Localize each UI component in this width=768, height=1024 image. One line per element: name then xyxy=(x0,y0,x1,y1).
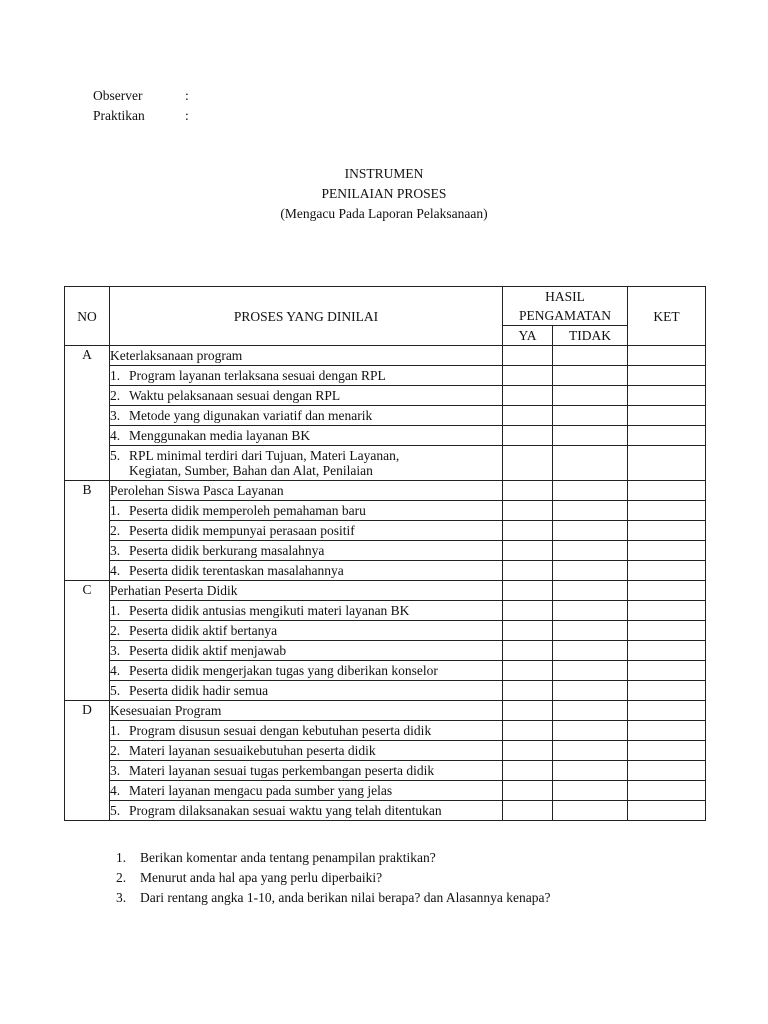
item-text: Materi layanan mengacu pada sumber yang jelas xyxy=(129,783,393,798)
item-number: 2. xyxy=(110,523,121,538)
question-text: Berikan komentar anda tentang penampilan praktikan? xyxy=(140,850,436,865)
item-number: 2. xyxy=(110,388,121,403)
question-number: 2. xyxy=(116,870,127,885)
item-wrap xyxy=(110,448,502,478)
header-proses: PROSES YANG DINILAI xyxy=(110,287,503,346)
table-row xyxy=(65,386,706,406)
cell-ket[interactable] xyxy=(628,681,706,701)
title-line-1: INSTRUMEN xyxy=(344,166,424,181)
cell-tidak[interactable] xyxy=(553,681,628,701)
item-cell xyxy=(110,541,503,561)
item-text: Metode yang digunakan variatif dan menarik xyxy=(129,408,373,423)
item-number: 2. xyxy=(110,623,121,638)
assessment-table-body xyxy=(65,287,706,821)
item-number: 5. xyxy=(110,803,121,818)
cell-tidak[interactable] xyxy=(553,641,628,661)
cell-tidak[interactable] xyxy=(553,661,628,681)
question-item xyxy=(116,848,550,868)
cell-ya[interactable] xyxy=(503,661,553,681)
table-row xyxy=(65,621,706,641)
cell-ket[interactable] xyxy=(628,501,706,521)
cell-tidak[interactable] xyxy=(553,406,628,426)
item-text: Materi layanan sesuaikebutuhan peserta didik xyxy=(129,743,376,758)
cell-ket[interactable] xyxy=(628,366,706,386)
item-number: 3. xyxy=(110,543,121,558)
item-cell xyxy=(110,721,503,741)
item-number: 3. xyxy=(110,408,121,423)
item-cell xyxy=(110,501,503,521)
cell-ya[interactable] xyxy=(503,761,553,781)
section-title: Keterlaksanaan program xyxy=(110,346,503,366)
item-text: Peserta didik berkurang masalahnya xyxy=(129,543,325,558)
header-ya: YA xyxy=(503,326,553,346)
question-item xyxy=(116,868,550,888)
observer-colon: : xyxy=(185,88,189,103)
item-text: Peserta didik aktif bertanya xyxy=(129,623,278,638)
cell-ket[interactable] xyxy=(628,801,706,821)
cell-ya[interactable] xyxy=(503,561,553,581)
cell-ket[interactable] xyxy=(628,581,706,601)
praktikan-colon: : xyxy=(185,108,189,123)
item-text: Program disusun sesuai dengan kebutuhan peserta didik xyxy=(129,723,432,738)
title-line-3: (Mengacu Pada Laporan Pelaksanaan) xyxy=(280,206,488,221)
table-row xyxy=(65,446,706,481)
cell-ket[interactable] xyxy=(628,481,706,501)
table-row xyxy=(65,721,706,741)
question-number: 1. xyxy=(116,850,127,865)
table-row xyxy=(65,406,706,426)
section-code: D xyxy=(65,701,110,821)
item-number: 1. xyxy=(110,503,121,518)
cell-ya[interactable] xyxy=(503,386,553,406)
item-number: 5. xyxy=(110,683,121,698)
table-row xyxy=(65,681,706,701)
title-line-2: PENILAIAN PROSES xyxy=(321,186,447,201)
cell-ket[interactable] xyxy=(628,561,706,581)
item-number: 3. xyxy=(110,763,121,778)
praktikan-row xyxy=(93,107,189,125)
cell-ket[interactable] xyxy=(628,721,706,741)
cell-tidak[interactable] xyxy=(553,621,628,641)
cell-ya[interactable] xyxy=(503,426,553,446)
cell-ya[interactable] xyxy=(503,521,553,541)
header-tidak: TIDAK xyxy=(553,326,628,346)
cell-ya[interactable] xyxy=(503,601,553,621)
cell-ket[interactable] xyxy=(628,406,706,426)
header-hasil-line-2: PENGAMATAN xyxy=(519,308,611,323)
cell-ya[interactable] xyxy=(503,346,553,366)
item-cell xyxy=(110,521,503,541)
item-text: Peserta didik mempunyai perasaan positif xyxy=(129,523,355,538)
item-number: 2. xyxy=(110,743,121,758)
item-text: Waktu pelaksanaan sesuai dengan RPL xyxy=(129,388,341,403)
cell-tidak[interactable] xyxy=(553,741,628,761)
cell-tidak[interactable] xyxy=(553,601,628,621)
cell-tidak[interactable] xyxy=(553,426,628,446)
header-ket: KET xyxy=(628,287,706,346)
item-text: Peserta didik mengerjakan tugas yang diberikan konselor xyxy=(129,663,438,678)
table-row xyxy=(65,641,706,661)
item-cell xyxy=(110,621,503,641)
cell-ket[interactable] xyxy=(628,741,706,761)
table-row xyxy=(65,761,706,781)
cell-ket[interactable] xyxy=(628,701,706,721)
item-text: Peserta didik hadir semua xyxy=(129,683,269,698)
cell-tidak[interactable] xyxy=(553,481,628,501)
question-item xyxy=(116,888,550,908)
item-cell xyxy=(110,406,503,426)
item-number: 1. xyxy=(110,723,121,738)
table-row xyxy=(65,521,706,541)
item-text: RPL minimal terdiri dari Tujuan, Materi Layanan, xyxy=(129,448,400,463)
cell-tidak[interactable] xyxy=(553,501,628,521)
table-row xyxy=(65,426,706,446)
cell-ket[interactable] xyxy=(628,621,706,641)
cell-ket[interactable] xyxy=(628,346,706,366)
section-code: C xyxy=(65,581,110,701)
cell-ya[interactable] xyxy=(503,446,553,481)
cell-ket[interactable] xyxy=(628,386,706,406)
section-row xyxy=(65,481,706,501)
item-text: Peserta didik aktif menjawab xyxy=(129,643,287,658)
item-number: 1. xyxy=(110,368,121,383)
section-title: Perolehan Siswa Pasca Layanan xyxy=(110,481,503,501)
cell-ket[interactable] xyxy=(628,446,706,481)
item-cell xyxy=(110,366,503,386)
table-header-row-1 xyxy=(65,287,706,326)
section-row xyxy=(65,581,706,601)
item-number: 4. xyxy=(110,563,121,578)
cell-ya[interactable] xyxy=(503,366,553,386)
observer-label: Observer xyxy=(93,88,143,103)
cell-tidak[interactable] xyxy=(553,366,628,386)
item-text: Peserta didik memperoleh pemahaman baru xyxy=(129,503,366,518)
cell-ya[interactable] xyxy=(503,681,553,701)
item-text: Program layanan terlaksana sesuai dengan RPL xyxy=(129,368,386,383)
cell-tidak[interactable] xyxy=(553,561,628,581)
item-number: 4. xyxy=(110,663,121,678)
question-text: Dari rentang angka 1-10, anda berikan nilai berapa? dan Alasannya kenapa? xyxy=(140,890,551,905)
cell-tidak[interactable] xyxy=(553,346,628,366)
item-text-cont: Kegiatan, Sumber, Bahan dan Alat, Penilaian xyxy=(129,463,373,478)
cell-ket[interactable] xyxy=(628,541,706,561)
question-number: 3. xyxy=(116,890,127,905)
cell-ya[interactable] xyxy=(503,541,553,561)
cell-ket[interactable] xyxy=(628,661,706,681)
section-code: A xyxy=(65,346,110,481)
item-text: Peserta didik antusias mengikuti materi layanan BK xyxy=(129,603,410,618)
cell-ya[interactable] xyxy=(503,641,553,661)
table-row xyxy=(65,741,706,761)
cell-ket[interactable] xyxy=(628,641,706,661)
table-row xyxy=(65,801,706,821)
cell-ya[interactable] xyxy=(503,581,553,601)
cell-tidak[interactable] xyxy=(553,386,628,406)
cell-ket[interactable] xyxy=(628,426,706,446)
section-code: B xyxy=(65,481,110,581)
table-row xyxy=(65,601,706,621)
cell-tidak[interactable] xyxy=(553,581,628,601)
cell-ya[interactable] xyxy=(503,741,553,761)
cell-ket[interactable] xyxy=(628,521,706,541)
item-number: 3. xyxy=(110,643,121,658)
item-cell xyxy=(110,741,503,761)
item-cell xyxy=(110,681,503,701)
item-number: 4. xyxy=(110,428,121,443)
table-row xyxy=(65,781,706,801)
item-cell xyxy=(110,561,503,581)
item-cell xyxy=(110,446,503,481)
table-row xyxy=(65,541,706,561)
item-text: Materi layanan sesuai tugas perkembangan peserta didik xyxy=(129,763,435,778)
header-hasil-line-1: HASIL xyxy=(545,289,585,304)
question-text: Menurut anda hal apa yang perlu diperbaiki? xyxy=(140,870,383,885)
cell-tidak[interactable] xyxy=(553,721,628,741)
praktikan-label: Praktikan xyxy=(93,108,145,123)
item-number: 4. xyxy=(110,783,121,798)
item-cell xyxy=(110,601,503,621)
table-row xyxy=(65,661,706,681)
item-cell xyxy=(110,761,503,781)
cell-ket[interactable] xyxy=(628,761,706,781)
cell-tidak[interactable] xyxy=(553,541,628,561)
cell-tidak[interactable] xyxy=(553,801,628,821)
cell-ya[interactable] xyxy=(503,501,553,521)
cell-ya[interactable] xyxy=(503,721,553,741)
cell-ya[interactable] xyxy=(503,701,553,721)
cell-ket[interactable] xyxy=(628,781,706,801)
header-no: NO xyxy=(65,287,110,346)
item-cell xyxy=(110,386,503,406)
item-cell xyxy=(110,426,503,446)
question-list xyxy=(116,848,550,908)
cell-ket[interactable] xyxy=(628,601,706,621)
item-cell xyxy=(110,801,503,821)
section-row xyxy=(65,701,706,721)
item-cell xyxy=(110,781,503,801)
table-row xyxy=(65,501,706,521)
item-number: 1. xyxy=(110,603,121,618)
cell-ya[interactable] xyxy=(503,781,553,801)
item-cell xyxy=(110,661,503,681)
cell-tidak[interactable] xyxy=(553,446,628,481)
cell-tidak[interactable] xyxy=(553,701,628,721)
item-text: Peserta didik terentaskan masalahannya xyxy=(129,563,344,578)
item-text-block xyxy=(129,448,399,478)
item-number: 5. xyxy=(110,448,121,463)
observer-row xyxy=(93,87,189,105)
assessment-table xyxy=(64,286,706,821)
item-cell xyxy=(110,641,503,661)
cell-ya[interactable] xyxy=(503,406,553,426)
header-hasil xyxy=(503,287,628,326)
cell-tidak[interactable] xyxy=(553,781,628,801)
section-title: Kesesuaian Program xyxy=(110,701,503,721)
cell-ya[interactable] xyxy=(503,801,553,821)
section-row xyxy=(65,346,706,366)
table-row xyxy=(65,561,706,581)
cell-tidak[interactable] xyxy=(553,761,628,781)
item-text: Program dilaksanakan sesuai waktu yang telah ditentukan xyxy=(129,803,442,818)
item-text: Menggunakan media layanan BK xyxy=(129,428,311,443)
cell-ya[interactable] xyxy=(503,481,553,501)
table-row xyxy=(65,366,706,386)
section-title: Perhatian Peserta Didik xyxy=(110,581,503,601)
cell-tidak[interactable] xyxy=(553,521,628,541)
cell-ya[interactable] xyxy=(503,621,553,641)
